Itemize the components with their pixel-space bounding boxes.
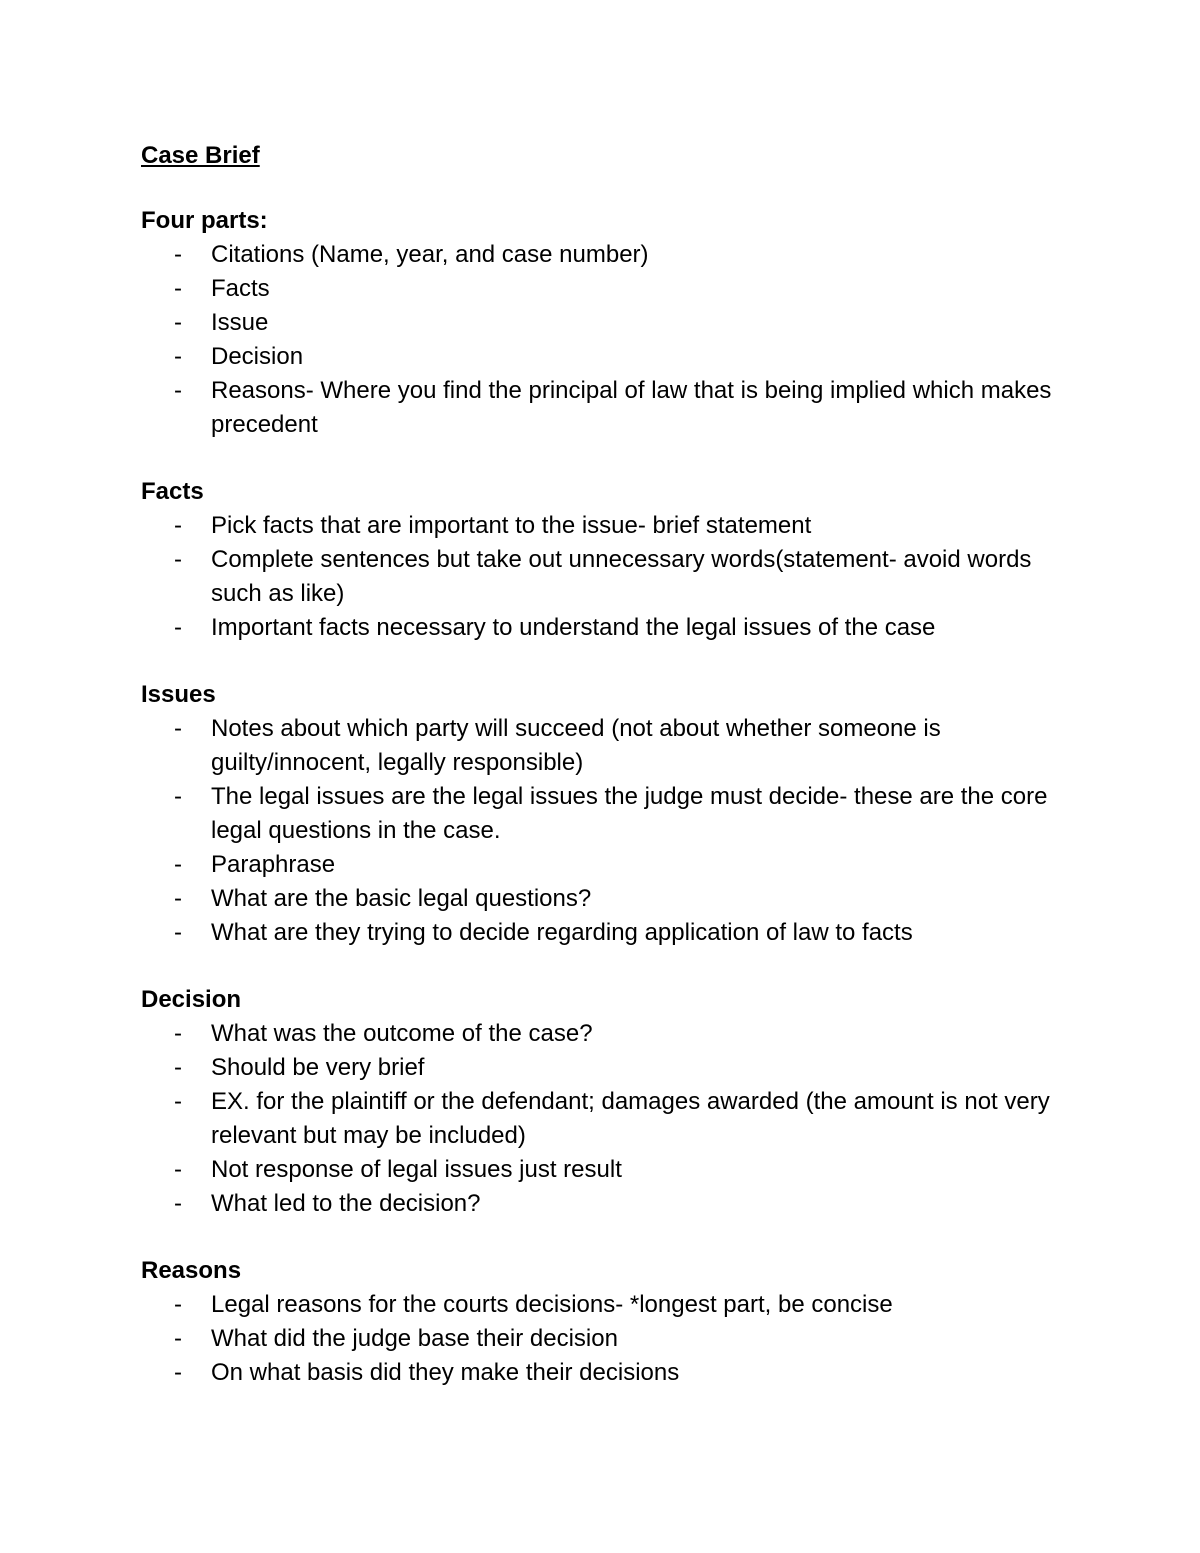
document-title: Case Brief [141, 142, 260, 169]
section-heading: Reasons [141, 1257, 242, 1284]
list-item: - What are the basic legal questions? [141, 882, 1061, 916]
bullet-list [141, 509, 1061, 645]
list-item: - What did the judge base their decision [141, 1322, 1061, 1356]
list-item: - Reasons- Where you find the principal of law that is being implied which makes precedent [141, 374, 1061, 442]
section-reasons [141, 1254, 1061, 1390]
list-item: - Complete sentences but take out unnecessary words(statement- avoid words such as like) [141, 543, 1061, 611]
section-issues [141, 678, 1061, 950]
list-item: - Issue [141, 306, 1061, 340]
list-item: - Facts [141, 272, 1061, 306]
list-item: - Should be very brief [141, 1051, 1061, 1085]
list-item: - Citations (Name, year, and case number) [141, 238, 1061, 272]
list-item: - Pick facts that are important to the issue- brief statement [141, 509, 1061, 543]
bullet-list [141, 1017, 1061, 1221]
section-heading: Four parts: [141, 207, 268, 234]
list-item: - Legal reasons for the courts decisions- *longest part, be concise [141, 1288, 1061, 1322]
list-item: - Notes about which party will succeed (not about whether someone is guilty/innocent, legally responsible) [141, 712, 1061, 780]
bullet-list [141, 712, 1061, 950]
section-four-parts [141, 204, 1061, 442]
list-item: - On what basis did they make their decisions [141, 1356, 1061, 1390]
section-facts [141, 475, 1061, 645]
document-page [141, 139, 1061, 1423]
bullet-list [141, 1288, 1061, 1390]
bullet-list [141, 238, 1061, 442]
section-decision [141, 983, 1061, 1221]
list-item: - What are they trying to decide regarding application of law to facts [141, 916, 1061, 950]
section-heading: Decision [141, 986, 242, 1013]
list-item: - What led to the decision? [141, 1187, 1061, 1221]
list-item: - Decision [141, 340, 1061, 374]
section-heading: Facts [141, 478, 204, 505]
list-item: - The legal issues are the legal issues the judge must decide- these are the core legal questions in the case. [141, 780, 1061, 848]
list-item: - Important facts necessary to understand the legal issues of the case [141, 611, 1061, 645]
list-item: - Paraphrase [141, 848, 1061, 882]
list-item: - EX. for the plaintiff or the defendant; damages awarded (the amount is not very relevant but may be included) [141, 1085, 1061, 1153]
section-heading: Issues [141, 681, 216, 708]
list-item: - What was the outcome of the case? [141, 1017, 1061, 1051]
list-item: - Not response of legal issues just result [141, 1153, 1061, 1187]
